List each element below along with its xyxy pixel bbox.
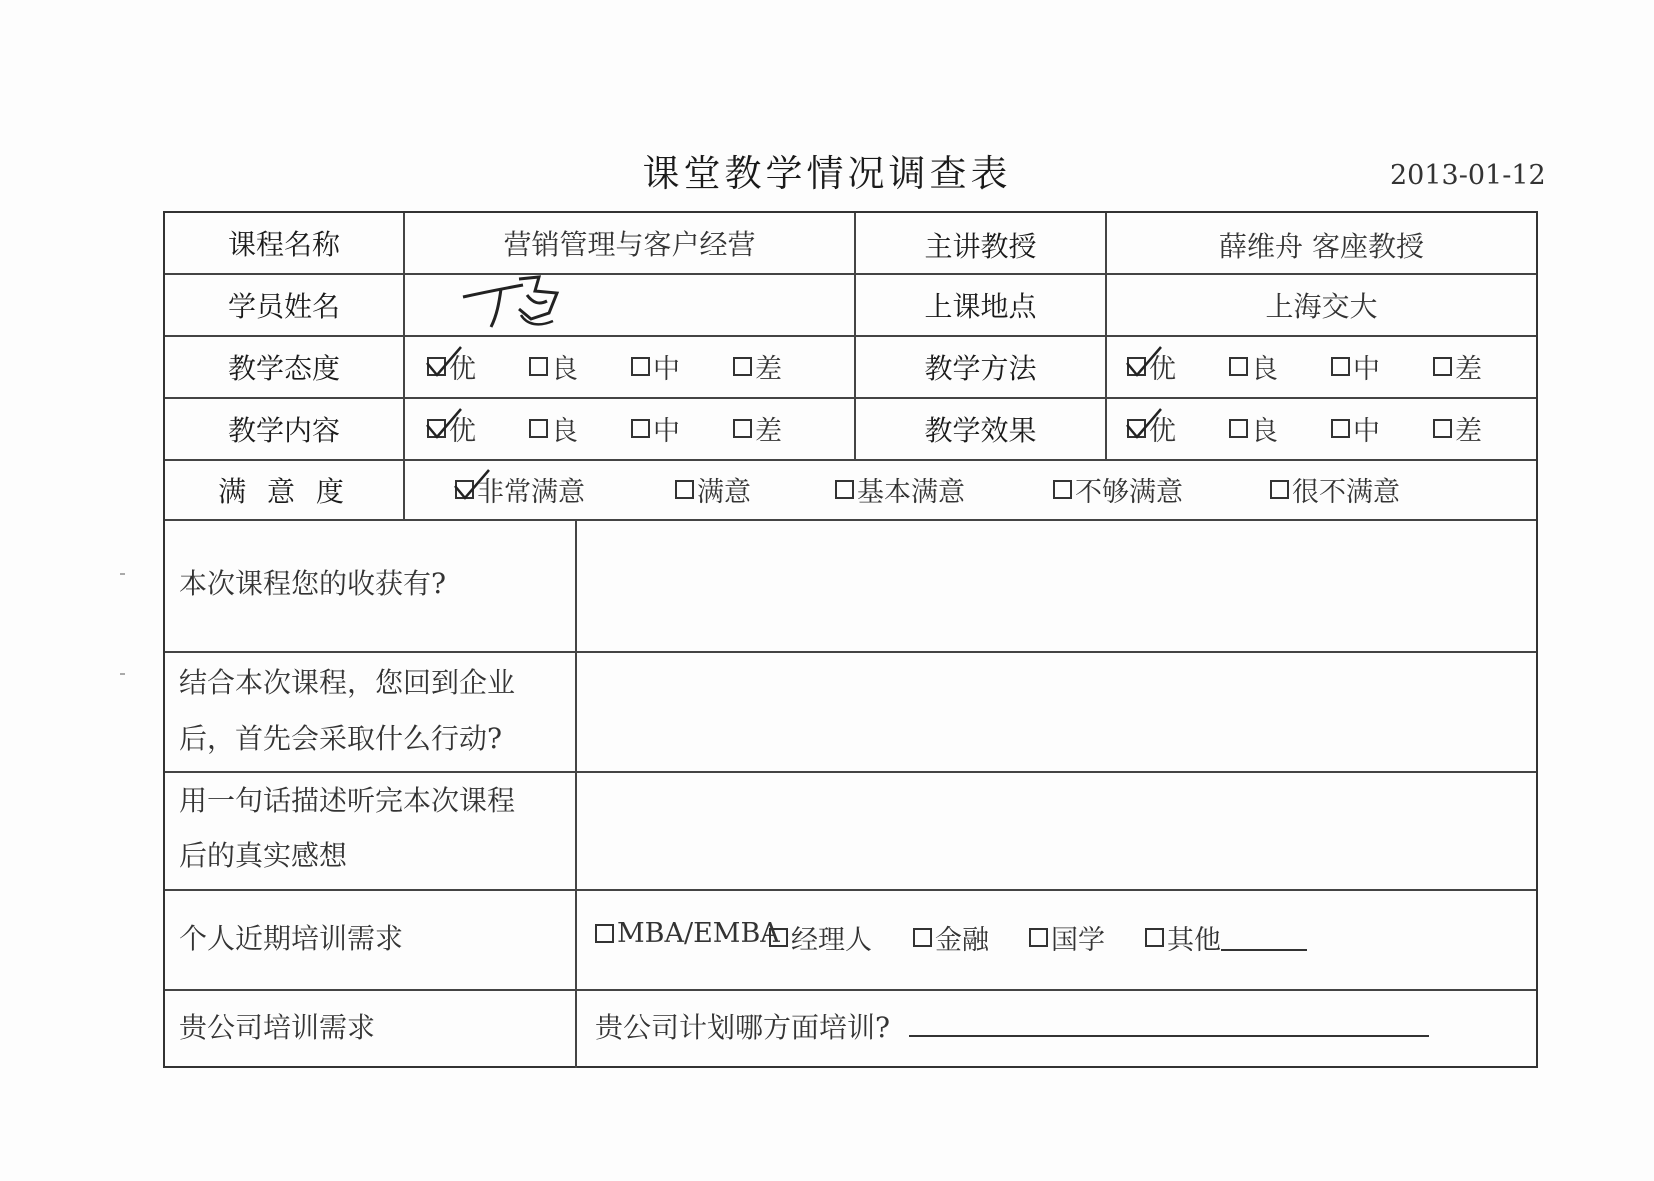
student-signature (461, 269, 571, 331)
course-name-value: 营销管理与客户经营 (503, 228, 756, 261)
option-label: 很不满意 (1292, 477, 1400, 508)
option-label: 经理人 (791, 925, 872, 956)
training-option-mba-emba[interactable] (595, 918, 780, 949)
method-option-excellent[interactable] (1127, 347, 1176, 386)
teaching-attitude-label: 教学态度 (227, 352, 340, 385)
option-label: 国学 (1051, 925, 1105, 956)
effect-option-poor[interactable] (1433, 409, 1482, 448)
method-rating-group (1127, 347, 1547, 387)
attitude-option-good[interactable] (529, 347, 578, 386)
method-option-good[interactable] (1229, 347, 1278, 386)
checkbox[interactable] (631, 357, 650, 376)
checkbox[interactable] (733, 419, 752, 438)
checkmark-icon (1125, 345, 1165, 379)
checkbox[interactable] (1331, 419, 1350, 438)
option-label: 非常满意 (477, 477, 585, 508)
question-feeling-line1: 用一句话描述听完本次课程 (179, 784, 516, 817)
satisfaction-option-very-satisfied[interactable] (455, 470, 585, 509)
checkbox[interactable] (1270, 480, 1289, 499)
checkmark-icon (425, 407, 465, 441)
company-need-label: 贵公司培训需求 (179, 1011, 376, 1044)
location-label: 上课地点 (924, 290, 1037, 323)
satisfaction-option-not-satisfied[interactable] (1053, 470, 1183, 509)
checkbox[interactable] (529, 357, 548, 376)
training-option-other[interactable] (1145, 918, 1307, 957)
content-option-good[interactable] (529, 409, 578, 448)
content-rating-group (427, 409, 847, 449)
scan-mark (120, 573, 125, 575)
effect-option-excellent[interactable] (1127, 409, 1176, 448)
checkbox[interactable] (675, 480, 694, 499)
content-option-poor[interactable] (733, 409, 782, 448)
checkbox[interactable] (1229, 419, 1248, 438)
course-name-label: 课程名称 (227, 228, 340, 261)
checkbox[interactable] (1053, 480, 1072, 499)
company-plan-label: 贵公司计划哪方面培训? (595, 1011, 891, 1044)
option-label: 差 (755, 416, 782, 447)
survey-form (163, 211, 1538, 1068)
satisfaction-label: 满 意 度 (218, 475, 350, 508)
option-label: 金融 (935, 925, 989, 956)
lecturer-value: 薛维舟 客座教授 (1219, 230, 1424, 263)
checkbox[interactable] (913, 928, 932, 947)
option-label: 优 (449, 416, 476, 447)
teaching-effect-label: 教学效果 (924, 414, 1037, 447)
checkmark-icon (1125, 407, 1165, 441)
option-label: 良 (1251, 416, 1278, 447)
option-label: 差 (1455, 354, 1482, 385)
training-option-chinese-studies[interactable] (1029, 918, 1105, 957)
form-title: 课堂教学情况调查表 (642, 152, 1012, 195)
answer-gain-area[interactable] (577, 521, 1536, 651)
answer-action-area[interactable] (577, 653, 1536, 771)
company-plan-blank[interactable] (909, 1011, 1429, 1037)
option-label: 差 (1455, 416, 1482, 447)
checkbox[interactable] (631, 419, 650, 438)
option-label: 中 (1353, 354, 1380, 385)
option-label: 满意 (697, 477, 751, 508)
other-training-blank[interactable] (1221, 925, 1307, 951)
question-action-line1: 结合本次课程，您回到企业 (179, 666, 516, 699)
training-need-label: 个人近期培训需求 (179, 922, 404, 955)
checkbox[interactable] (1029, 928, 1048, 947)
company-plan-question (595, 999, 1429, 1057)
checkmark-icon (425, 345, 465, 379)
checkbox[interactable] (1127, 357, 1146, 376)
effect-option-average[interactable] (1331, 409, 1380, 448)
checkbox[interactable] (1433, 357, 1452, 376)
lecturer-label: 主讲教授 (924, 230, 1037, 263)
option-label: 良 (551, 416, 578, 447)
option-label: 优 (449, 354, 476, 385)
form-date: 2013-01-12 (1390, 160, 1546, 191)
option-label: 良 (1251, 354, 1278, 385)
option-label: 优 (1149, 416, 1176, 447)
option-label: 良 (551, 354, 578, 385)
satisfaction-option-satisfied[interactable] (675, 470, 751, 509)
checkbox[interactable] (529, 419, 548, 438)
checkbox[interactable] (1331, 357, 1350, 376)
option-label: 差 (755, 354, 782, 385)
question-gain: 本次课程您的收获有? (179, 567, 447, 600)
effect-option-good[interactable] (1229, 409, 1278, 448)
option-label: 不够满意 (1075, 477, 1183, 508)
teaching-content-label: 教学内容 (227, 414, 340, 447)
attitude-option-poor[interactable] (733, 347, 782, 386)
checkmark-icon (453, 468, 493, 502)
option-label: 优 (1149, 354, 1176, 385)
checkbox[interactable] (455, 480, 474, 499)
checkbox[interactable] (427, 419, 446, 438)
training-option-manager[interactable] (769, 918, 872, 957)
checkbox[interactable] (427, 357, 446, 376)
checkbox[interactable] (1145, 928, 1164, 947)
location-value: 上海交大 (1265, 290, 1378, 323)
method-option-average[interactable] (1331, 347, 1380, 386)
training-option-group (595, 918, 1525, 962)
option-label: 其他 (1167, 925, 1221, 956)
training-option-finance[interactable] (913, 918, 989, 957)
question-action-line2: 后，首先会采取什么行动? (179, 722, 503, 755)
satisfaction-option-group (455, 470, 1525, 510)
scan-mark (120, 673, 125, 675)
checkbox[interactable] (733, 357, 752, 376)
answer-feeling-area[interactable] (577, 773, 1536, 889)
option-label: 中 (1353, 416, 1380, 447)
checkbox[interactable] (1229, 357, 1248, 376)
question-feeling-line2: 后的真实感想 (179, 839, 348, 872)
satisfaction-option-basically-satisfied[interactable] (835, 470, 965, 509)
content-option-excellent[interactable] (427, 409, 476, 448)
option-label: 中 (653, 416, 680, 447)
checkbox[interactable] (1127, 419, 1146, 438)
checkbox[interactable] (595, 924, 614, 943)
attitude-rating-group (427, 347, 847, 387)
method-option-poor[interactable] (1433, 347, 1482, 386)
checkbox[interactable] (1433, 419, 1452, 438)
checkbox[interactable] (835, 480, 854, 499)
option-label: 基本满意 (857, 477, 965, 508)
checkbox[interactable] (769, 928, 788, 947)
option-label: MBA/EMBA (617, 918, 780, 949)
effect-rating-group (1127, 409, 1547, 449)
student-name-label: 学员姓名 (227, 290, 340, 323)
attitude-option-average[interactable] (631, 347, 680, 386)
option-label: 中 (653, 354, 680, 385)
attitude-option-excellent[interactable] (427, 347, 476, 386)
teaching-method-label: 教学方法 (924, 352, 1037, 385)
satisfaction-option-very-unsatisfied[interactable] (1270, 470, 1400, 509)
content-option-average[interactable] (631, 409, 680, 448)
